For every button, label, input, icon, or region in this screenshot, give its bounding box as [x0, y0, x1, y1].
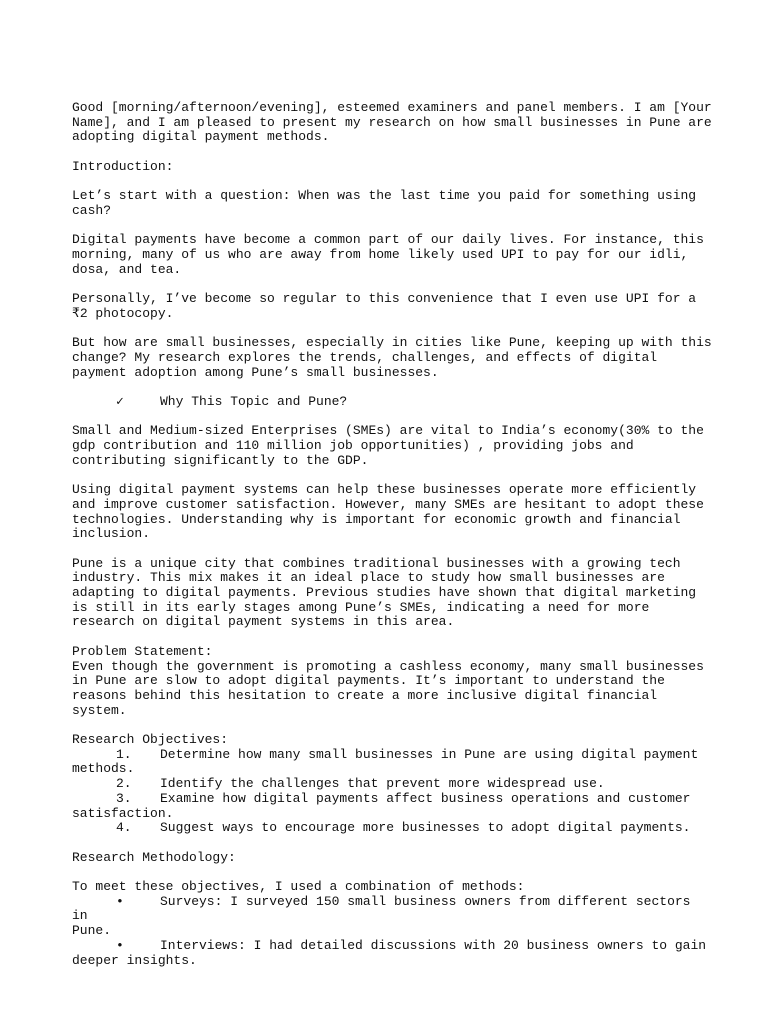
intro-paragraph-1: Digital payments have become a common part of our daily lives. For instance, this morning, many of us who are away from home likely used UPI to pay for our idli, dosa, and tea.	[72, 232, 712, 277]
objectives-heading: Research Objectives:	[72, 732, 229, 748]
list-item: 4. Suggest ways to encourage more businesses to adopt digital payments.	[116, 820, 691, 836]
introduction-heading: Introduction:	[72, 158, 174, 174]
intro-question: Let’s start with a question: When was the last time you paid for something using cash?	[72, 188, 704, 218]
checkmark-icon: ✓	[116, 393, 124, 409]
why-heading-line	[72, 395, 712, 410]
list-item: • Surveys: I surveyed 150 small business owners from different sectors in	[72, 893, 699, 924]
list-item-continuation: methods.	[72, 761, 135, 777]
bullet-icon: •	[116, 937, 124, 953]
why-paragraph-3: Pune is a unique city that combines traditional businesses with a growing tech industry. This mix makes it an ideal place to study how small businesses are adapting to digital payments. Previous studies have shown that digital marketing is still in its early stages among Pune’s SMEs, indicating a need for more research on digital payment systems in this area.	[72, 555, 704, 630]
list-item-continuation: satisfaction.	[72, 805, 174, 821]
document-page	[72, 100, 720, 968]
why-paragraph-2: Using digital payment systems can help these businesses operate more efficiently and improve customer satisfaction. However, many SMEs are hesitant to adopt these technologies. Understanding why is important for economic growth and financial inclusion.	[72, 482, 712, 542]
objectives-list	[72, 748, 712, 836]
why-heading: Why This Topic and Pune?	[160, 393, 348, 409]
list-item: • Interviews: I had detailed discussions with 20 business owners to gain	[116, 937, 707, 953]
intro-paragraph-2: Personally, I’ve become so regular to this convenience that I even use UPI for a ₹2 photocopy.	[72, 291, 704, 321]
bullet-icon: •	[116, 893, 124, 909]
methodology-heading: Research Methodology:	[72, 849, 236, 865]
list-item-continuation: Pune.	[72, 923, 112, 939]
list-item: 2. Identify the challenges that prevent more widespread use.	[116, 776, 605, 792]
intro-paragraph-3: But how are small businesses, especially in cities like Pune, keeping up with this change? My research explores the trends, challenges, and effects of digital payment adoption among Pune’s small businesses.	[72, 335, 720, 380]
why-paragraph-1: Small and Medium-sized Enterprises (SMEs) are vital to India’s economy(30% to the gdp contribution and 110 million job opportunities) , providing jobs and contributing significantly to the GDP.	[72, 423, 712, 468]
list-item: 1. Determine how many small businesses in Pune are using digital payment	[116, 746, 699, 762]
methods-list	[72, 895, 712, 969]
problem-text: Even though the government is promoting a cashless economy, many small businesses in Pune are slow to adopt digital payments. It’s important to understand the reasons behind this hesitation to create a more inclusive digital financial system.	[72, 658, 712, 718]
list-item-continuation: deeper insights.	[72, 952, 197, 968]
list-item: 3. Examine how digital payments affect business operations and customer	[116, 790, 691, 806]
problem-heading: Problem Statement:	[72, 643, 213, 659]
opening-paragraph: Good [morning/afternoon/evening], esteemed examiners and panel members. I am [Your Name], and I am pleased to present my research on how small businesses in Pune are adopting digital payment methods.	[72, 100, 720, 145]
methodology-intro: To meet these objectives, I used a combination of methods:	[72, 879, 525, 895]
